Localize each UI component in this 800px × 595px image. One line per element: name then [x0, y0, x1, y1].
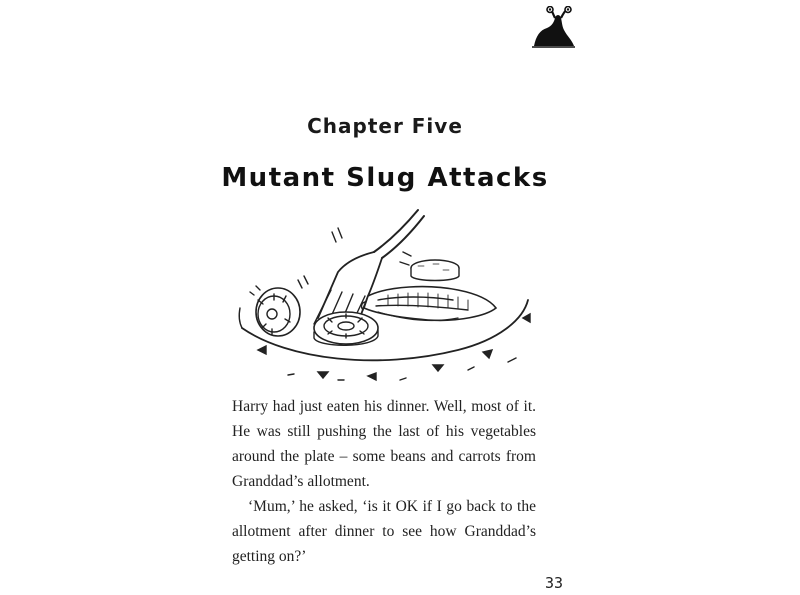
story-text [232, 394, 536, 569]
page-number: 33 [545, 574, 564, 592]
chapter-label: Chapter Five [307, 114, 463, 138]
paragraph: Harry had just eaten his dinner. Well, most of it. He was still pushing the last of his vegetables around the plate – some beans and carrots from Granddad’s allotment. [232, 398, 536, 490]
fork-plate-illustration [228, 200, 540, 390]
chapter-title: Mutant Slug Attacks [221, 163, 549, 193]
paragraph: ‘Mum,’ he asked, ‘is it OK if I go back to the allotment after dinner to see how Granddad’s getting on?’ [232, 498, 536, 565]
slug-icon [530, 6, 576, 50]
